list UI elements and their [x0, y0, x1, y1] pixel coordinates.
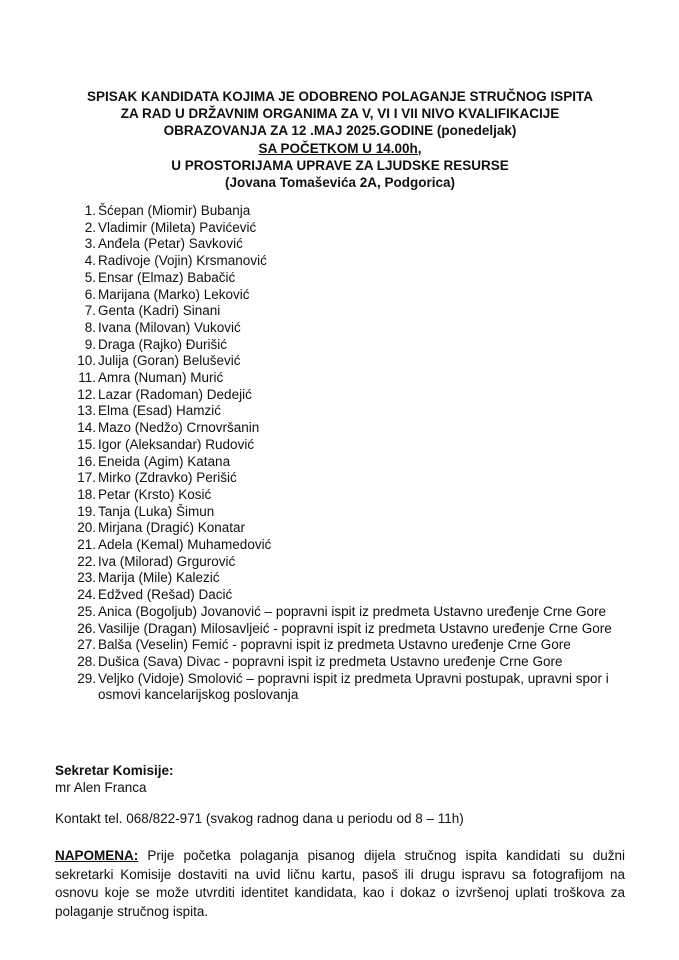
item-number: 16. — [77, 453, 96, 469]
secretary-block — [55, 763, 174, 796]
item-number: 5. — [84, 269, 96, 285]
item-number: 10. — [77, 353, 96, 369]
item-number: 14. — [77, 420, 96, 436]
candidate-list — [72, 203, 632, 704]
list-item — [72, 437, 632, 454]
item-number: 20. — [77, 520, 96, 536]
item-number: 22. — [77, 553, 96, 569]
candidate-name: Mirko (Zdravko) Perišić — [98, 470, 237, 486]
contact-line: Kontakt tel. 068/822-971 (svakog radnog dana u periodu od 8 – 11h) — [55, 811, 464, 826]
candidate-name: Julija (Goran) Belušević — [98, 353, 241, 369]
item-number: 23. — [77, 570, 96, 586]
candidate-name: Elma (Esad) Hamzić — [98, 403, 222, 419]
list-item — [72, 220, 632, 237]
note-paragraph — [55, 847, 625, 921]
list-item — [72, 320, 632, 337]
list-item — [72, 203, 632, 220]
item-number: 13. — [77, 403, 96, 419]
note-text: Prije početka polaganja pisanog dijela stručnog ispita kandidati su dužni sekretarki Komisije dostaviti na uvid ličnu kartu, pasoš ili drugu ispravu sa fotografijom na osnovu koje se može utvrditi identitet kandidata, kao i dokaz o izvršenoj uplati troškova za polaganje stručnog ispita. — [55, 848, 625, 919]
list-item — [72, 353, 632, 370]
item-number: 27. — [77, 637, 96, 653]
list-item — [72, 621, 632, 638]
list-item — [72, 587, 632, 604]
candidate-name: Edžved (Rešad) Dacić — [98, 587, 233, 603]
candidate-name: Marija (Mile) Kalezić — [98, 570, 220, 586]
item-number: 26. — [77, 620, 96, 636]
list-item — [72, 270, 632, 287]
candidate-name: Ivana (Milovan) Vuković — [98, 319, 241, 335]
item-number: 12. — [77, 386, 96, 402]
candidate-name: Amra (Numan) Murić — [98, 370, 224, 386]
secretary-title: Sekretar Komisije: — [55, 763, 174, 778]
candidate-name: Ensar (Elmaz) Babačić — [98, 269, 236, 285]
candidate-name: Dušica (Sava) Divac - popravni ispit iz predmeta Ustavno uređenje Crne Gore — [98, 653, 563, 669]
candidate-name: Marijana (Marko) Leković — [98, 286, 250, 302]
list-item — [72, 570, 632, 587]
heading-line-1: SPISAK KANDIDATA KOJIMA JE ODOBRENO POLAGANJE STRUČNOG ISPITA — [86, 89, 594, 104]
candidate-name: Vladimir (Mileta) Pavićević — [98, 219, 257, 235]
secretary-name: mr Alen Franca — [55, 779, 147, 795]
candidate-name: Adela (Kemal) Muhamedović — [98, 537, 272, 553]
heading-line-3: OBRAZOVANJA ZA 12 .MAJ 2025.GODINE (ponedeljak) — [163, 123, 517, 139]
candidate-name: Genta (Kadri) Sinani — [98, 303, 221, 319]
list-item — [72, 403, 632, 420]
list-item — [72, 253, 632, 270]
list-item — [72, 470, 632, 487]
candidate-name: Veljko (Vidoje) Smolović – popravni ispit iz predmeta Upravni postupak, upravni spor i osmovi kancelarijskog poslovanja — [98, 670, 609, 703]
candidate-name: Balša (Veselin) Femić - popravni ispit iz predmeta Ustavno uređenje Crne Gore — [98, 637, 571, 653]
item-number: 24. — [77, 587, 96, 603]
candidate-name: Lazar (Radoman) Dedejić — [98, 386, 252, 402]
item-number: 6. — [84, 286, 96, 302]
item-number: 2. — [84, 219, 96, 235]
list-item — [72, 337, 632, 354]
list-item — [72, 537, 632, 554]
heading-line-5: U PROSTORIJAMA UPRAVE ZA LJUDSKE RESURSE — [171, 157, 509, 173]
item-number: 18. — [77, 486, 96, 502]
candidate-name: Mirjana (Dragić) Konatar — [98, 520, 246, 536]
list-item — [72, 487, 632, 504]
item-number: 4. — [84, 253, 96, 269]
item-number: 29. — [77, 670, 96, 686]
list-item — [72, 387, 632, 404]
candidate-name: Anđela (Petar) Savković — [98, 236, 243, 252]
list-item — [72, 454, 632, 471]
heading-line-6: (Jovana Tomaševića 2A, Podgorica) — [224, 175, 456, 191]
list-item — [72, 637, 632, 654]
list-item — [72, 554, 632, 571]
heading-line-4 — [40, 140, 640, 157]
item-number: 15. — [77, 436, 96, 452]
list-item — [72, 370, 632, 387]
list-item — [72, 604, 632, 621]
candidate-name: Mazo (Nedžo) Crnovršanin — [98, 420, 260, 436]
candidate-name: Tanja (Luka) Šimun — [98, 503, 215, 519]
candidate-name: Eneida (Agim) Katana — [98, 453, 231, 469]
list-item — [72, 671, 632, 704]
list-item — [72, 287, 632, 304]
list-item — [72, 520, 632, 537]
candidate-name: Iva (Milorad) Grgurović — [98, 553, 236, 569]
list-item — [72, 420, 632, 437]
list-item — [72, 236, 632, 253]
item-number: 8. — [84, 319, 96, 335]
candidate-name: Radivoje (Vojin) Krsmanović — [98, 253, 267, 269]
candidate-name: Anica (Bogoljub) Jovanović – popravni ispit iz predmeta Ustavno uređenje Crne Gore — [98, 603, 607, 619]
list-item — [72, 654, 632, 671]
candidate-name: Šćepan (Miomir) Bubanja — [98, 203, 251, 218]
candidate-name: Draga (Rajko) Đurišić — [98, 336, 228, 352]
candidate-name: Petar (Krsto) Kosić — [98, 486, 212, 502]
item-number: 25. — [77, 603, 96, 619]
item-number: 3. — [84, 236, 96, 252]
document-heading — [40, 88, 640, 191]
item-number: 7. — [84, 303, 96, 319]
list-item — [72, 303, 632, 320]
item-number: 17. — [77, 470, 96, 486]
item-number: 28. — [77, 653, 96, 669]
item-number: 1. — [84, 203, 96, 218]
list-item — [72, 504, 632, 521]
item-number: 21. — [77, 537, 96, 553]
item-number: 9. — [84, 336, 96, 352]
item-number: 11. — [78, 370, 96, 386]
candidate-name: Igor (Aleksandar) Rudović — [98, 436, 255, 452]
note-label: NAPOMENA: — [55, 848, 139, 863]
candidate-name: Vasilije (Dragan) Milosavljeić - popravni ispit iz predmeta Ustavno uređenje Crne Gore — [98, 620, 612, 636]
heading-line-2: ZA RAD U DRŽAVNIM ORGANIMA ZA V, VI I VII NIVO KVALIFIKACIJE — [120, 106, 560, 122]
item-number: 19. — [77, 503, 96, 519]
heading-start-time: SA POČETKOM U 14.00h, — [258, 140, 422, 156]
